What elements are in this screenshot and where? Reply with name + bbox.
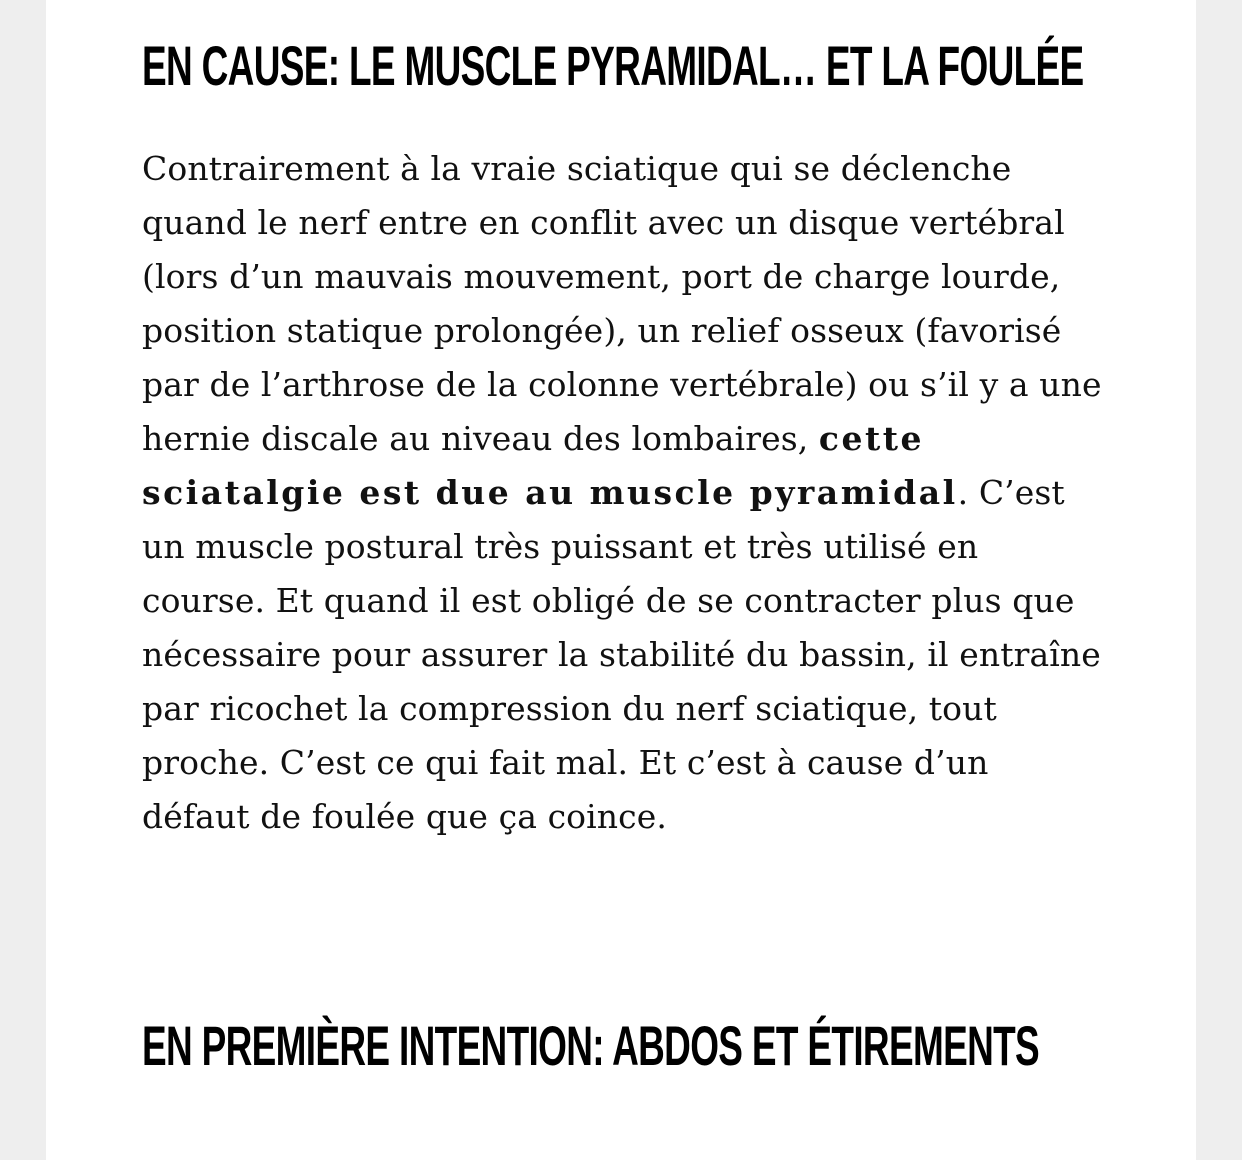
paragraph-bold-emphasis: cette sciatalgie est due au muscle pyramidal: [142, 419, 958, 512]
section-heading-cause: EN CAUSE: LE MUSCLE PYRAMIDAL… ET LA FOULÉE: [142, 34, 1084, 97]
section-paragraph-cause: [142, 142, 1102, 844]
paragraph-text-end: . C’est un muscle postural très puissant et très utilisé en course. Et quand il est obligé de se contracter plus que nécessaire pour assurer la stabilité du bassin, il entraîne par ricochet la compression du nerf sciatique, tout proche. C’est ce qui fait mal. Et c’est à cause d’un défaut de foulée que ça coince.: [142, 473, 1101, 836]
section-heading-intention: EN PREMIÈRE INTENTION: ABDOS ET ÉTIREMENTS: [142, 1014, 1040, 1077]
article-card: [46, 0, 1196, 1160]
article-content: [142, 34, 1102, 1077]
paragraph-text-start: Contrairement à la vraie sciatique qui se déclenche quand le nerf entre en conflit avec un disque vertébral (lors d’un mauvais mouvement, port de charge lourde, position statique prolongée), un relief osseux (favorisé par de l’arthrose de la colonne vertébrale) ou s’il y a une hernie discale au niveau des lombaires,: [142, 149, 1102, 458]
